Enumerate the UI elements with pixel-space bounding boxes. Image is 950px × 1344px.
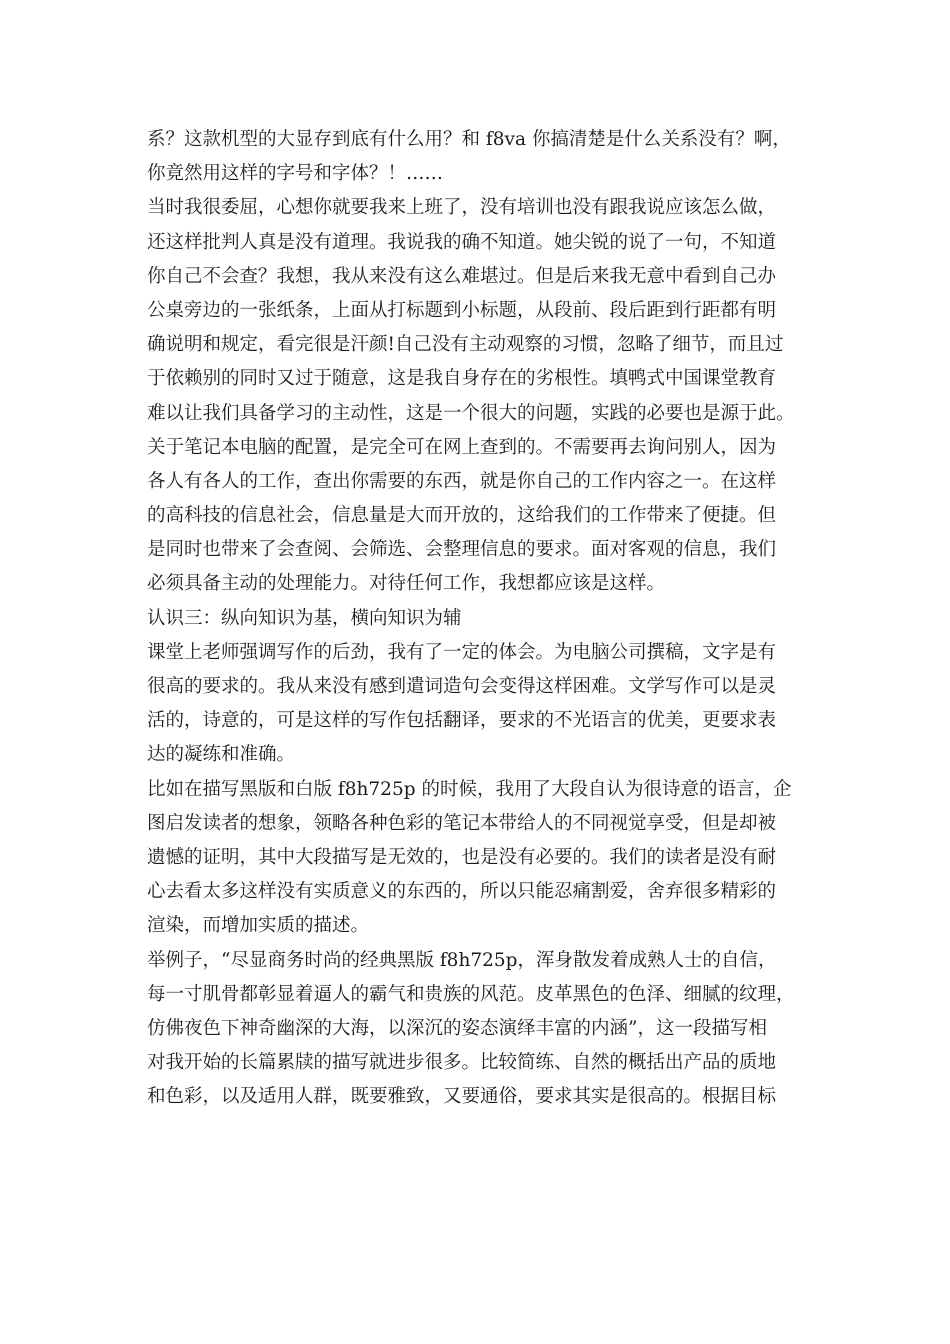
text-line: 各人有各人的工作，查出你需要的东西，就是你自己的工作内容之一。在这样 [147, 470, 777, 492]
text-line: 很高的要求的。我从来没有感到遣词造句会变得这样困难。文学写作可以是灵 [147, 676, 777, 697]
text-line: 的高科技的信息社会，信息量是大而开放的，这给我们的工作带来了便捷。但 [147, 505, 777, 527]
text-line: 确说明和规定，看完很是汗颜!自己没有主动观察的习惯，忽略了细节，而且过 [147, 334, 784, 356]
text-line: 渲染，而增加实质的描述。 [147, 915, 370, 937]
text-line: 达的凝练和准确。 [147, 744, 296, 766]
body-text [147, 123, 807, 1114]
text-line: 难以让我们具备学习的主动性，这是一个很大的问题，实践的必要也是源于此。 [147, 402, 795, 424]
text-line: 对我开始的长篇累牍的描写就进步很多。比较简练、自然的概括出产品的质地 [147, 1052, 777, 1074]
text-line: 公桌旁边的一张纸条，上面从打标题到小标题，从段前、段后距到行距都有明 [147, 299, 777, 321]
text-line: 遗憾的证明，其中大段描写是无效的，也是没有必要的。我们的读者是没有耐 [147, 846, 777, 868]
text-line: 课堂上老师强调写作的后劲，我有了一定的体会。为电脑公司撰稿，文字是有 [147, 641, 777, 663]
text-line: 是同时也带来了会查阅、会筛选、会整理信息的要求。面对客观的信息，我们 [147, 539, 777, 561]
text-line: 比如在描写黑版和白版 f8h725p 的时候，我用了大段自认为很诗意的语言，企 [147, 778, 792, 800]
text-line: 必须具备主动的处理能力。对待任何工作，我想都应该是这样。 [147, 573, 666, 595]
text-line: 还这样批判人真是没有道理。我说我的确不知道。她尖锐的说了一句，不知道 [147, 231, 777, 253]
text-line: 图启发读者的想象，领略各种色彩的笔记本带给人的不同视觉享受，但是却被 [147, 812, 777, 834]
text-line: 于依赖别的同时又过于随意，这是我自身存在的劣根性。填鸭式中国课堂教育 [147, 368, 777, 390]
text-line: 关于笔记本电脑的配置，是完全可在网上查到的。不需要再去询问别人，因为 [147, 436, 777, 458]
text-line: 你竟然用这样的字号和字体？！…… [147, 163, 444, 185]
text-line: 活的，诗意的，可是这样的写作包括翻译，要求的不光语言的优美，更要求表 [147, 710, 777, 732]
text-line: 你自己不会查？我想，我从来没有这么难堪过。但是后来我无意中看到自己办 [147, 265, 777, 287]
text-line: 举例子，“尽显商务时尚的经典黑版 f8h725p，浑身散发着成熟人士的自信， [147, 949, 777, 971]
section-heading: 认识三：纵向知识为基，横向知识为辅 [147, 607, 462, 629]
text-line: 系？这款机型的大显存到底有什么用？和 f8va 你搞清楚是什么关系没有？啊， [147, 129, 791, 150]
text-line: 当时我很委屈，心想你就要我来上班了，没有培训也没有跟我说应该怎么做， [147, 197, 777, 219]
text-line: 和色彩，以及适用人群，既要雅致，又要通俗，要求其实是很高的。根据目标 [147, 1086, 777, 1108]
text-line: 每一寸肌骨都彰显着逼人的霸气和贵族的风范。皮革黑色的色泽、细腻的纹理， [147, 983, 795, 1005]
text-line: 仿佛夜色下神奇幽深的大海，以深沉的姿态演绎丰富的内涵”，这一段描写相 [147, 1017, 767, 1039]
text-line: 心去看太多这样没有实质意义的东西的，所以只能忍痛割爱，舍弃很多精彩的 [147, 881, 777, 903]
